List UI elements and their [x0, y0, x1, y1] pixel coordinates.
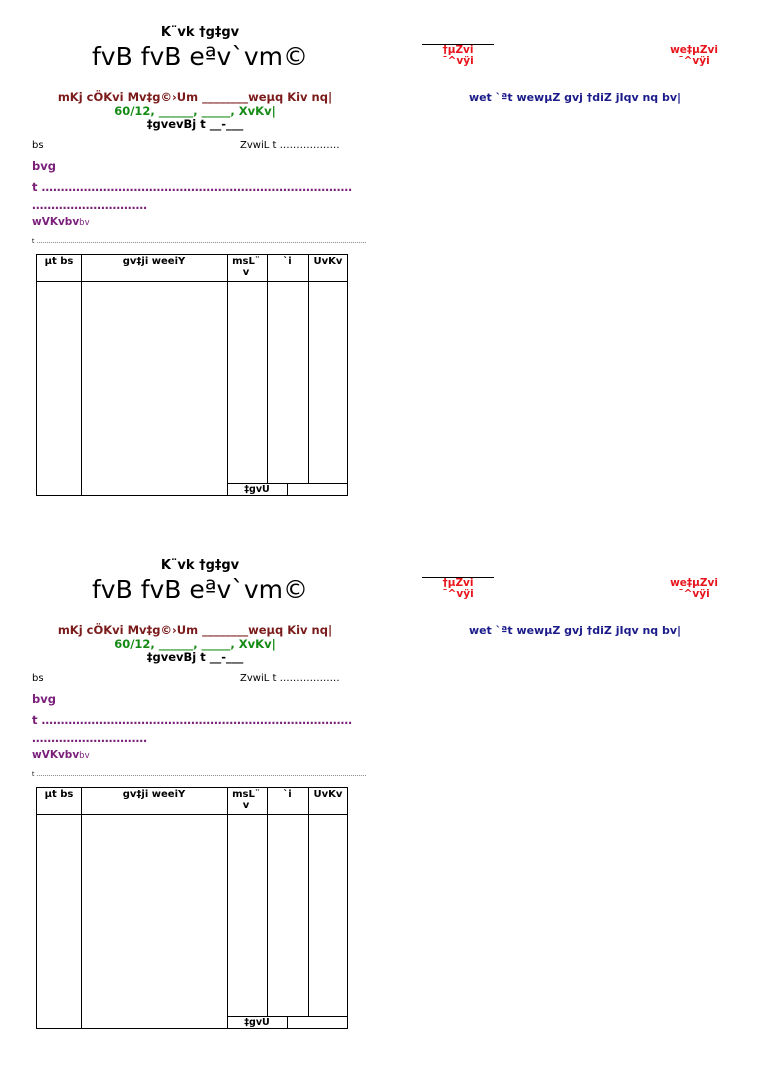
name-label: bvg: [32, 159, 56, 173]
memo-copy-2: [0, 533, 768, 1066]
col-header-rate: `i: [283, 789, 292, 800]
memo-heading: K¨vk †g‡gv: [160, 558, 240, 573]
col-header-serial: µt bs: [44, 789, 74, 800]
return-note: wet `ªt wewµZ gvj †diZ jIqv nq bv|: [468, 91, 682, 104]
items-table: [36, 254, 348, 496]
shop-mobile: ‡gvevBj t __-___: [146, 117, 244, 131]
address-label-tail: bv: [79, 751, 90, 761]
address-label: [32, 749, 90, 761]
buyer-signature-line2: ¯^vÿi: [678, 588, 710, 600]
col-header-amount: UvKv: [313, 256, 343, 267]
col-header-rate: `i: [283, 256, 292, 267]
col-header-description: gv‡ji weeiY: [122, 256, 186, 267]
items-table: [36, 787, 348, 1029]
col-divider: [308, 255, 309, 483]
seller-signature: [422, 45, 494, 67]
address-label-tail: bv: [79, 218, 90, 228]
name-dots-2: …………………………: [32, 198, 147, 212]
serial-label: bs: [32, 673, 44, 684]
col-divider: [227, 788, 228, 1028]
date-label: ZvwiL t ………………: [240, 140, 340, 151]
table-header-line: [37, 281, 347, 282]
shop-address: mKj cÖKvi Mv‡g©›Um ________weµq Kiv nq|: [57, 623, 333, 637]
seller-signature-line2: ¯^vÿi: [442, 588, 474, 600]
date-label: ZvwiL t ………………: [240, 673, 340, 684]
shop-name: fvB fvB eªv`vm©: [92, 575, 308, 604]
seller-signature: [422, 578, 494, 600]
shop-name: fvB fvB eªv`vm©: [92, 42, 308, 71]
name-dots-2: …………………………: [32, 731, 147, 745]
seller-signature-line1: †µZvi: [442, 44, 474, 56]
shop-address: mKj cÖKvi Mv‡g©›Um ________weµq Kiv nq|: [57, 90, 333, 104]
col-divider: [81, 255, 82, 495]
buyer-signature-line1: we‡µZvi: [670, 44, 718, 56]
return-note: wet `ªt wewµZ gvj †diZ jIqv nq bv|: [468, 624, 682, 637]
serial-label: bs: [32, 140, 44, 151]
buyer-signature: [662, 578, 726, 600]
address-label-text: wVKvbv: [32, 216, 80, 228]
buyer-signature: [662, 45, 726, 67]
col-divider: [227, 255, 228, 495]
col-header-serial: µt bs: [44, 256, 74, 267]
memo-heading: K¨vk †g‡gv: [160, 25, 240, 40]
shop-mobile: ‡gvevBj t __-___: [146, 650, 244, 664]
table-header-line: [37, 814, 347, 815]
col-divider: [287, 1016, 288, 1028]
col-divider: [308, 788, 309, 1016]
total-label: ‡gvU: [244, 1017, 270, 1028]
address-label: [32, 216, 90, 228]
col-divider: [81, 788, 82, 1028]
col-header-quantity: msL¨v: [232, 256, 260, 278]
col-header-amount: UvKv: [313, 789, 343, 800]
seller-signature-line1: †µZvi: [442, 577, 474, 589]
address-dots: t …………………………………………………………………………………………………………………………………………………: [32, 771, 367, 778]
col-header-description: gv‡ji weeiY: [122, 789, 186, 800]
address-label-text: wVKvbv: [32, 749, 80, 761]
name-dots: t ………………………………………………………………………: [32, 713, 353, 727]
buyer-signature-line2: ¯^vÿi: [678, 55, 710, 67]
name-label: bvg: [32, 692, 56, 706]
col-header-quantity: msL¨v: [232, 789, 260, 811]
total-label: ‡gvU: [244, 484, 270, 495]
col-divider: [267, 788, 268, 1016]
buyer-signature-line1: we‡µZvi: [670, 577, 718, 589]
address-dots: t …………………………………………………………………………………………………………………………………………………: [32, 238, 367, 245]
name-dots: t ………………………………………………………………………: [32, 180, 353, 194]
seller-signature-line2: ¯^vÿi: [442, 55, 474, 67]
shop-phone: 60/12, ______, _____, XvKv|: [114, 637, 276, 651]
col-divider: [267, 255, 268, 483]
shop-phone: 60/12, ______, _____, XvKv|: [114, 104, 276, 118]
col-divider: [287, 483, 288, 495]
